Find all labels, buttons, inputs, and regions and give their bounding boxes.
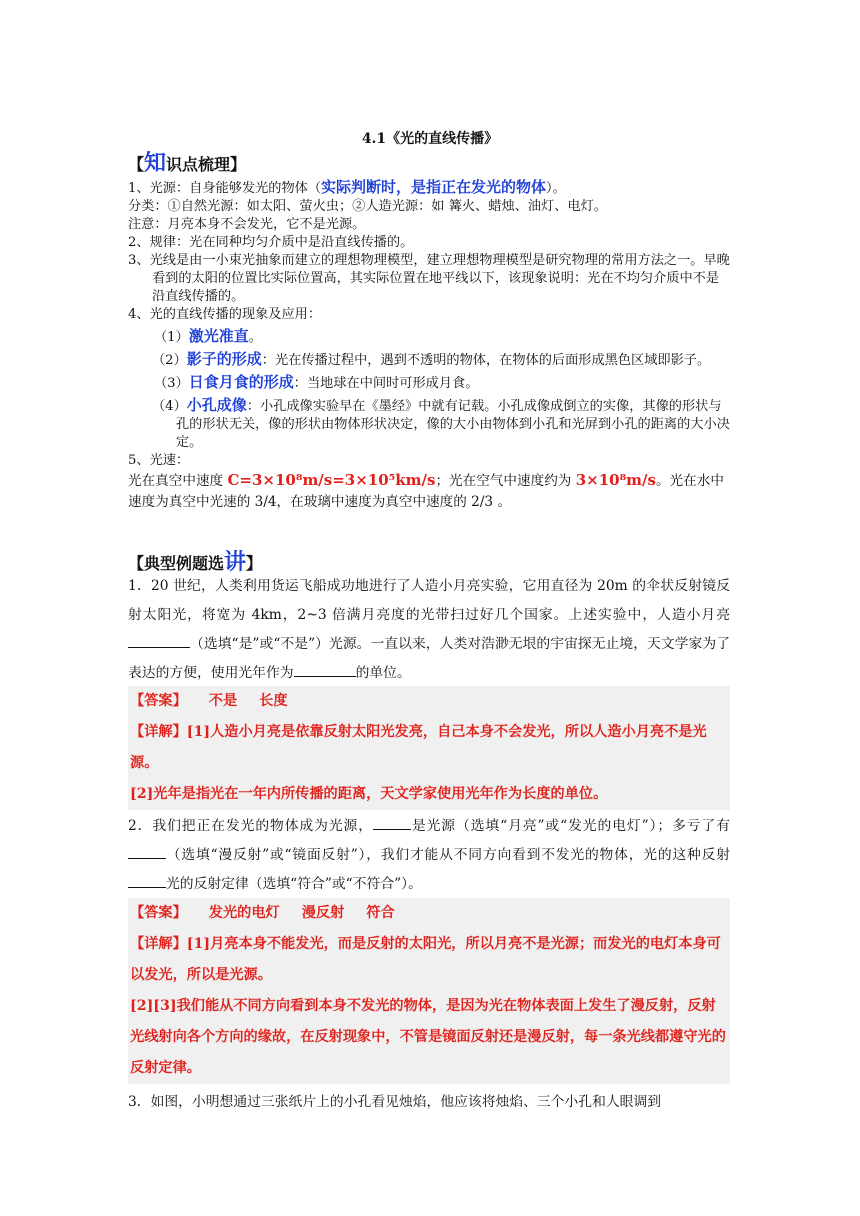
light-source-definition: 1、光源：自身能够发光的物体（实际判断时，是指正在发光的物体）。 bbox=[128, 178, 566, 196]
application-1: （1）激光准直。 bbox=[154, 327, 262, 345]
answer-blank bbox=[128, 844, 166, 859]
answer-blank bbox=[294, 662, 356, 677]
page-title: 4.1《光的直线传播》 bbox=[361, 131, 499, 147]
section-heading-knowledge bbox=[128, 146, 246, 177]
classification: 分类：①自然光源：如太阳、萤火虫；②人造光源：如 篝火、蜡烛、油灯、电灯。 bbox=[128, 199, 607, 214]
speed-heading: 5、光速： bbox=[128, 453, 190, 468]
answer-blank bbox=[128, 873, 166, 888]
explanation: 【详解】[1]人造小月亮是依靠反射太阳光发亮，自己本身不会发光，所以人造小月亮不是光源。 bbox=[130, 724, 707, 771]
answer-blank bbox=[373, 815, 411, 830]
speed-text: 光在真空中速度 C=3×10⁸m/s=3×10⁵km/s；光在空气中速度约为 3×10⁸m/s。光在水中速度为真空中光速的 3/4，在玻璃中速度为真空中速度的 2/3 。 bbox=[128, 471, 724, 510]
answer-block-1 bbox=[128, 686, 730, 810]
explanation-2: [2]光年是指光在一年内所传播的距离，天文学家使用光年作为长度的单位。 bbox=[130, 786, 608, 802]
answer-line: 【答案】 不是 长度 bbox=[130, 693, 288, 709]
explanation-2: [2][3]我们能从不同方向看到本身不发光的物体，是因为光在物体表面上发生了漫反射，反射光线射向各个方向的缘故，在反射现象中，不管是镜面反射还是漫反射，每一条光线都遵守光的反射定律。 bbox=[130, 998, 726, 1076]
answer-line: 【答案】 发光的电灯 漫反射 符合 bbox=[130, 905, 395, 921]
note: 注意：月亮本身不会发光，它不是光源。 bbox=[128, 217, 366, 232]
question-2: 2．我们把正在发光的物体成为光源， 是光源（选填“月亮”或“发光的电灯”）；多亏了有（选填“漫反射”或“镜面反射”），我们才能从不同方向看到不发光的物体，光的这种反射光的反射定律（选填“符合”或“不符合”）。 bbox=[128, 812, 730, 899]
question-1: 1．20 世纪，人类利用货运飞船成功地进行了人造小月亮实验，它用直径为 20m 的伞状反射镜反射太阳光，将宽为 4km，2~3 倍满月亮度的光带扫过好几个国家。上述实验中，人造小月亮（选填“是”或“不是”）光源。一直以来，人类对浩渺无垠的宇宙探无止境，天文学家为了表达的方便，使用光年作为 的单位。 bbox=[128, 578, 730, 681]
knowledge-list bbox=[128, 178, 730, 513]
application-4: （4）小孔成像：小孔成像实验早在《墨经》中就有记载。小孔成像成倒立的实像，其像的形状与孔的形状无关，像的形状由物体形状决定，像的大小由物体到小孔和光屏到小孔的距离的大小决定。 bbox=[152, 396, 730, 450]
heading-big-char: 知 bbox=[144, 150, 167, 176]
heading-bracket: 【 bbox=[128, 155, 145, 174]
application-2: （2）影子的形成：光在传播过程中，遇到不透明的物体，在物体的后面形成黑色区域即影子。 bbox=[152, 350, 711, 368]
highlight-blue: 实际判断时，是指正在发光的物体 bbox=[321, 178, 547, 196]
question-3: 3．如图，小明想通过三张纸片上的小孔看见烛焰，他应该将烛焰、三个小孔和人眼调到 bbox=[128, 1094, 662, 1110]
rule: 2、规律：光在同种均匀介质中是沿直线传播的。 bbox=[128, 235, 414, 250]
applications-heading: 4、光的直线传播的现象及应用： bbox=[128, 307, 322, 322]
heading-rest: 识点梳理】 bbox=[166, 155, 247, 174]
application-3: （3）日食月食的形成：当地球在中间时可形成月食。 bbox=[154, 373, 479, 391]
section-heading-examples: 【典型例题选讲】 bbox=[128, 549, 263, 575]
answer-block-2 bbox=[128, 898, 730, 1084]
light-ray-model: 3、光线是由一小束光抽象而建立的理想物理模型，建立理想物理模型是研究物理的常用方法之一。早晚看到的太阳的位置比实际位置高，其实际位置在地平线以下，该现象说明：光在不均匀介质中不是沿直线传播的。 bbox=[128, 253, 730, 304]
answer-blank bbox=[128, 633, 190, 648]
explanation: 【详解】[1]月亮本身不能发光，而是反射的太阳光，所以月亮不是光源；而发光的电灯本身可以发光，所以是光源。 bbox=[130, 936, 721, 983]
